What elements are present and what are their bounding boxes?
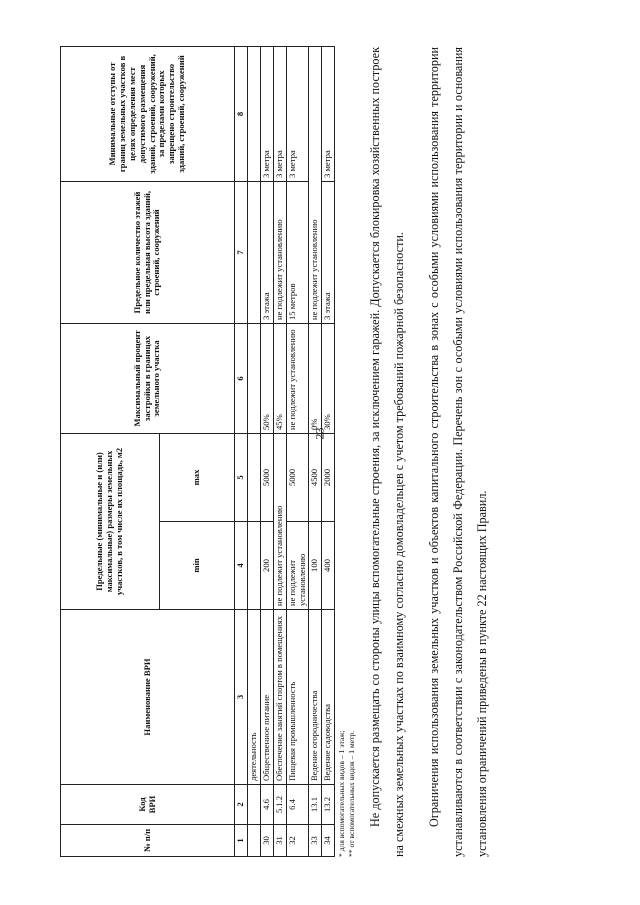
row-num: 33 [309,825,322,857]
row-num: 34 [322,825,335,857]
column-number: 7 [235,181,248,323]
row-name: Ведение садоводства [322,610,335,785]
row-setback: 3 метра [286,46,309,181]
row-floors: 3 этажа [260,181,273,323]
column-number: 2 [235,785,248,825]
zoning-table [60,46,335,857]
column-number: 4 [235,522,248,610]
row-min: 100 [309,522,322,610]
row-setback: 3 метра [322,46,335,181]
row-percent: 0% [309,323,322,433]
row-percent: не подлежит установлению [286,323,309,433]
row-code: 4.6 [260,785,273,825]
row-code: 5.1.2 [273,785,286,825]
column-number: 1 [235,825,248,857]
table-row [322,46,335,856]
paragraph: Ограничения использования земельных участков и объектов капитального строительства в зонах с особыми условиями использования территории устанавливаются в соответствии с законодательством Российской Федерации. Перечень зон с особыми условиями использования территории и основания установления ограничений приведены в пункте 22 настоящих Правил. [426,47,490,857]
header-row [61,46,160,856]
table-row [260,46,273,856]
carry-over-text: деятельность [248,610,261,785]
row-name: Пищевая промышленность [286,610,309,785]
row-max: 4500 [309,433,322,521]
header-min: min [160,522,235,610]
row-code: 13.2 [322,785,335,825]
row-floors: 3 этажа [322,181,335,323]
column-number: 8 [235,46,248,181]
table-row [273,46,286,856]
column-number-row [235,46,248,856]
row-percent: 45% [273,323,286,433]
row-code: 13.1 [309,785,322,825]
row-code: 6.4 [286,785,309,825]
row-max: 2000 [322,433,335,521]
row-num: 31 [273,825,286,857]
row-min: 400 [322,522,335,610]
header-max: max [160,433,235,521]
row-min: не подлежит установлению [286,522,309,610]
header-floors: Предельное количество этажей или предельная высота зданий, строений, сооружений [61,181,235,323]
row-percent: 50% [260,323,273,433]
paragraph: Не допускается размещать со стороны улицы вспомогательные строения, за исключением гаражей. Допускается блокировка хозяйственных построек на смежных земельных участках по взаимному согласию домовладельцев с учетом требований пожарной безопасности. [367,47,407,857]
page-number: 23 [312,427,327,440]
row-percent: 30% [322,323,335,433]
header-plot-size: Предельные (минимальные и (или) максимальные) размеры земельных участков, в том числе их площадь, м2 [61,433,160,609]
row-num: 30 [260,825,273,857]
note-line: ** от вспомогательных видов – 1 метр. [346,730,356,857]
header-setbacks: Минимальные отступы от границ земельных участков в целях определения мест допустимого размещения зданий, строений, сооружений, за пределами которых запрещено строительство зданий, строений, сооружений [61,46,235,181]
table-row [309,46,322,856]
header-name: Наименование ВРИ [61,610,235,785]
row-num: 32 [286,825,309,857]
column-number: 5 [235,433,248,521]
table-row [286,46,309,856]
header-code: Код ВРИ [61,785,235,825]
row-min: 200 [260,522,273,610]
column-number: 6 [235,323,248,433]
row-setback: 3 метра [273,46,286,181]
row-floors: 15 метров [286,181,309,323]
row-name: Обеспечение занятий спортом в помещениях [273,610,286,785]
row-floors: не подлежит установлению [273,181,286,323]
note-line: * для вспомогательных видов – 1 этаж; [337,730,347,857]
table-notes [337,47,357,857]
row-name: Общественное питание [260,610,273,785]
rotated-page-content [60,47,580,857]
row-setback: 3 метра [260,46,273,181]
column-number: 3 [235,610,248,785]
row-max: 5000 [260,433,273,521]
row-name: Ведение огородничества [309,610,322,785]
table-row [248,46,261,856]
header-build-percent: Максимальный процент застройки в границах земельного участка [61,323,235,433]
row-max: 5000 [286,433,309,521]
row-floors-setback-merged: не подлежит установлению [309,46,322,323]
row-plot-size-merged: не подлежит установлению [273,433,286,609]
header-num: № п/п [61,825,235,857]
